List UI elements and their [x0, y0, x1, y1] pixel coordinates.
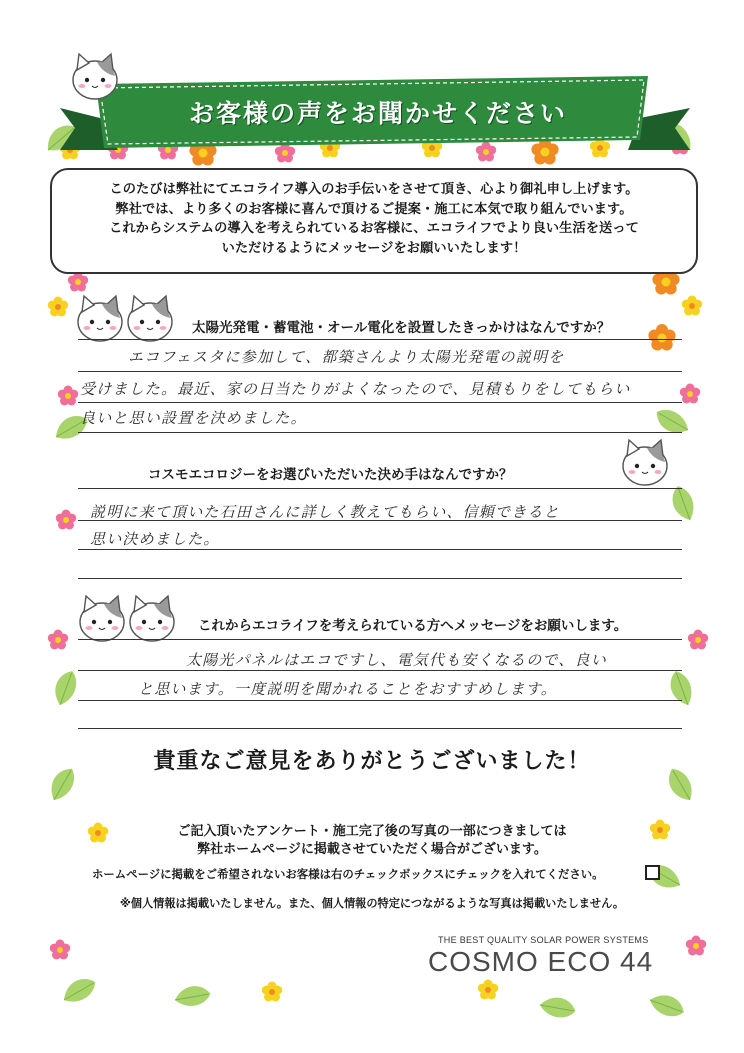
answer-rule — [78, 432, 682, 433]
answer-rule — [78, 670, 682, 671]
cat-icon — [623, 440, 667, 485]
answer-rule — [78, 700, 682, 701]
notice-line-2: 弊社ホームページに掲載させていただく場合がございます。 — [197, 842, 547, 857]
answer-rule — [78, 371, 682, 372]
flower-icon — [648, 324, 675, 351]
consent-label: ホームページに掲載をご希望されないお客様は右のチェックボックスにチェックを入れてください。 — [92, 867, 604, 881]
flower-icon — [56, 510, 76, 530]
flower-icon — [262, 982, 282, 1002]
leaf-icon — [59, 973, 100, 1008]
answer-rule — [78, 639, 682, 640]
leaf-icon — [538, 995, 577, 1020]
cat-icon — [78, 296, 122, 341]
leaf-icon — [173, 983, 212, 1008]
privacy-note: ※個人情報は掲載いたしません。また、個人情報の特定につながるような写真は掲載いたしません。 — [119, 897, 625, 910]
answer-1-line-3: 良いと思い設置を決めました。 — [80, 409, 307, 427]
leaf-icon — [647, 990, 687, 1021]
answer-rule — [78, 578, 682, 579]
logo-tagline: THE BEST QUALITY SOLAR POWER SYSTEMS — [438, 935, 649, 945]
answer-rule — [78, 728, 682, 729]
answer-1-line-2: 受けました。最近、家の日当たりがよくなったので、見積もりをしてもらい — [80, 380, 631, 398]
leaf-icon — [668, 483, 699, 523]
leaf-icon — [652, 404, 693, 439]
answer-1-line-1: エコフェスタに参加して、都築さんより太陽光発電の説明を — [128, 348, 565, 366]
answer-2-line-2: 思い決めました。 — [90, 530, 220, 548]
company-logo: COSMO ECO 44 — [428, 946, 654, 977]
thanks-heading: 貴重なご意見をありがとうございました！ — [153, 749, 591, 774]
answer-3-line-2: と思います。一度説明を聞かれることをおすすめします。 — [138, 680, 557, 698]
flower-icon — [48, 630, 68, 650]
cat-icon — [80, 596, 124, 641]
notice-line-1: ご記入頂いたアンケート・施工完了後の写真の一部につきましては — [177, 824, 567, 839]
answer-rule — [78, 520, 682, 521]
flower-icon — [50, 940, 70, 960]
flower-icon — [68, 272, 88, 292]
page-title: お客様の声をお聞かせください — [188, 99, 567, 128]
cat-icon — [128, 296, 172, 341]
intro-line: これからシステムの導入を考えられているお客様に、エコライフでより良い生活を送って — [109, 221, 639, 236]
flower-icon — [476, 142, 496, 162]
question-1: 太陽光発電・蓄電池・オール電化を設置したきっかけはなんですか？ — [192, 320, 611, 336]
flower-icon — [686, 936, 706, 956]
intro-box — [50, 168, 698, 274]
answer-rule — [78, 402, 682, 403]
flower-icon — [680, 384, 700, 404]
cat-icon — [73, 54, 117, 99]
flower-icon — [531, 138, 558, 165]
flower-icon — [275, 143, 295, 163]
answer-2-line-1: 説明に来て頂いた石田さんに詳しく教えてもらい、信頼できると — [90, 503, 560, 521]
answer-rule — [78, 339, 682, 340]
answer-rule — [78, 549, 682, 550]
leaf-icon — [50, 668, 81, 708]
flower-icon — [688, 630, 708, 650]
cat-icon — [130, 596, 174, 641]
flower-icon — [48, 297, 68, 317]
flower-icon — [58, 386, 78, 406]
answer-3-line-1: 太陽光パネルはエコですし、電気代も安くなるので、良い — [186, 651, 607, 669]
intro-line: 弊社では、より多くのお客様に喜んで頂けるご提案・施工に本気で取り組んでいます。 — [115, 201, 633, 217]
question-3: これからエコライフを考えられている方へメッセージをお願いします。 — [198, 618, 628, 634]
intro-line: このたびは弊社にてエコライフ導入のお手伝いをさせて頂き、心より御礼申し上げます。 — [109, 182, 639, 197]
question-2: コスモエコロジーをお選びいただいた決め手はなんですか？ — [148, 467, 513, 483]
no-publish-checkbox[interactable] — [645, 865, 660, 880]
flower-icon — [682, 296, 702, 316]
answer-rule — [78, 488, 682, 489]
flower-icon — [478, 980, 498, 1000]
intro-line: いただけるようにメッセージをお願いいたします！ — [221, 240, 527, 256]
leaf-icon — [666, 668, 697, 708]
